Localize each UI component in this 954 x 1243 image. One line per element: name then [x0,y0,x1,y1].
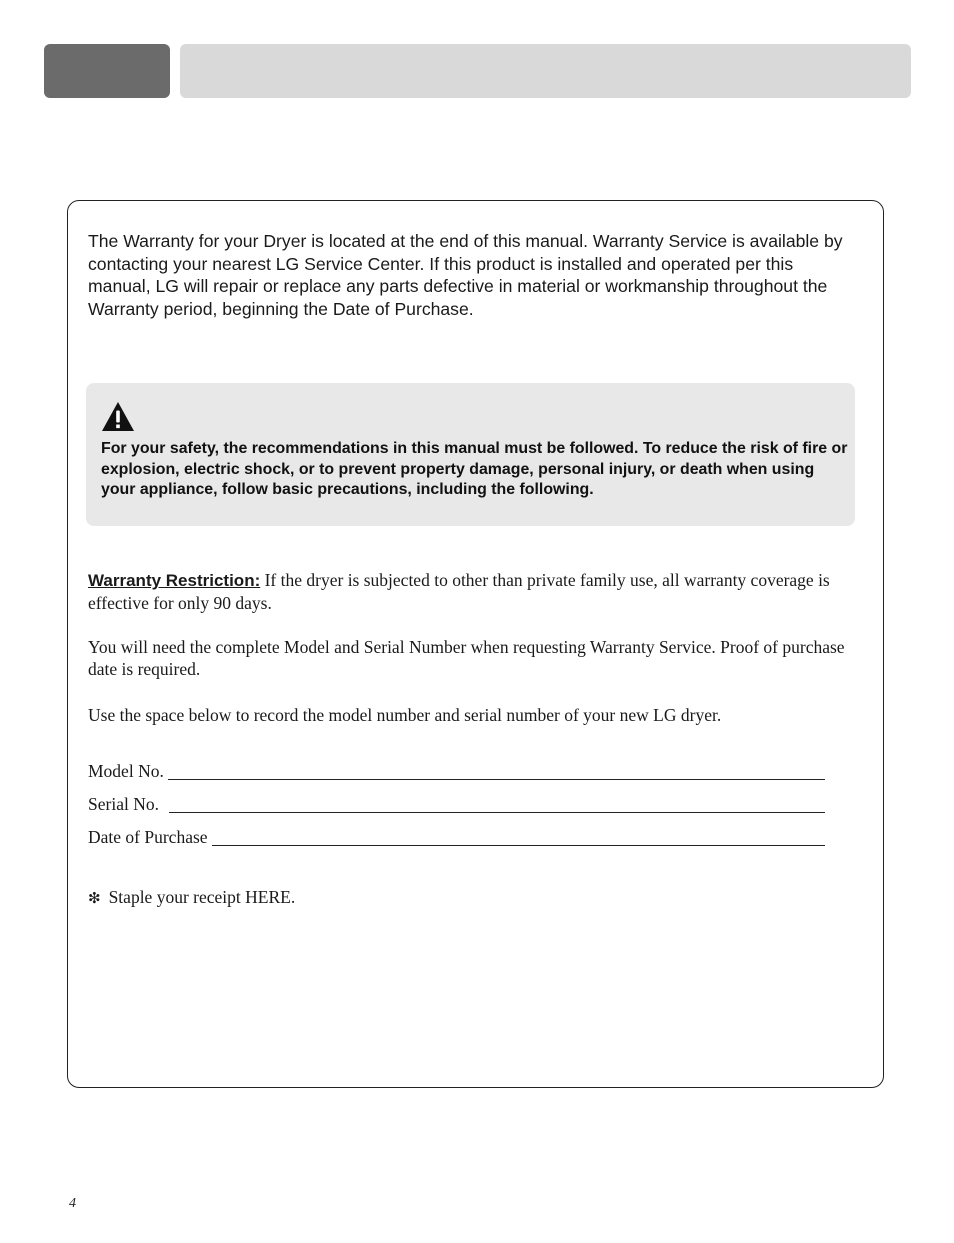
safety-warning-text: For your safety, the recommendations in this manual must be followed. To reduce the risk of fire or explosion, electric shock, or to prevent property damage, personal injury, or death when using your appliance, follow basic precautions, including the following. [101,440,848,499]
staple-receipt-note [88,886,295,909]
staple-marker-icon: ❇ [88,889,101,907]
warranty-restriction-paragraph [88,569,858,614]
section-tab [44,44,170,98]
serial-number-row [88,790,825,814]
serial-number-label: Serial No. [88,794,159,814]
model-number-row [88,757,825,781]
section-header-bar [180,44,911,98]
warranty-intro-text: The Warranty for your Dryer is located at the end of this manual. Warranty Service is available by contacting your nearest LG Service Center. If this product is installed and operated per this manual, LG will repair or replace any parts defective in material or workmanship throughout the Warranty period, beginning the Date of Purchase. [88,231,843,320]
purchase-date-label: Date of Purchase [88,827,208,847]
serial-number-field[interactable] [169,794,825,813]
record-instruction-text: Use the space below to record the model number and serial number of your new LG dryer. [88,705,722,725]
warranty-restriction-label: Warranty Restriction: [88,571,261,590]
serial-requirement-text: You will need the complete Model and Serial Number when requesting Warranty Service. Proof of purchase date is required. [88,637,845,679]
model-number-label: Model No. [88,761,164,781]
purchase-date-row [88,823,825,847]
purchase-date-field[interactable] [212,827,825,846]
page-number: 4 [69,1196,76,1211]
model-number-field[interactable] [168,761,825,780]
warranty-restriction-text: If the dryer is subjected to other than private family use, all warranty coverage is effective for only 90 days. [88,570,830,613]
staple-receipt-text: Staple your receipt HERE. [108,887,296,907]
warning-triangle-icon [101,401,135,432]
